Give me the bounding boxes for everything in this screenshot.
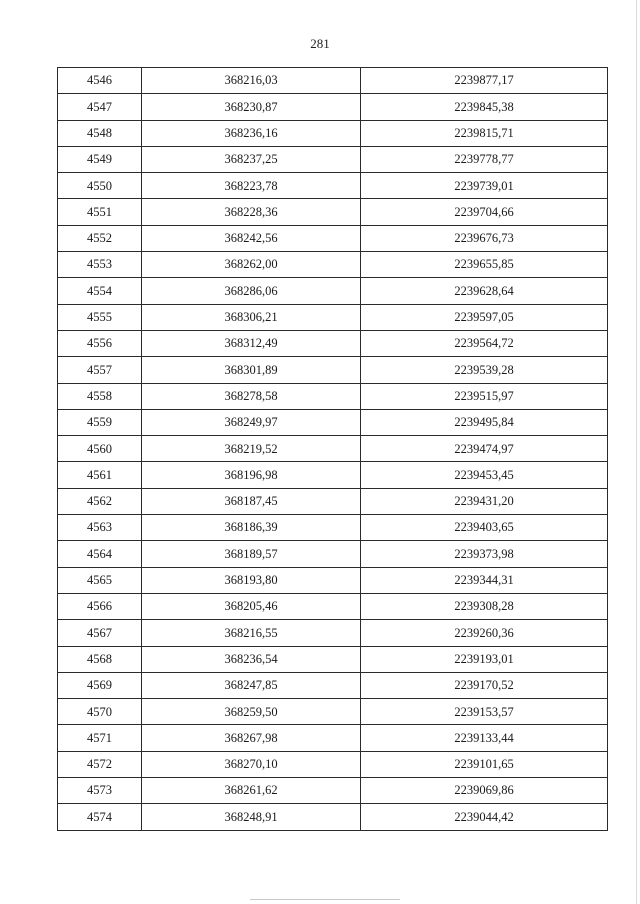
x-coordinate-cell: 368262,00 [142, 252, 361, 278]
point-number-cell: 4569 [58, 672, 142, 698]
table-row [58, 620, 608, 646]
point-number-cell: 4559 [58, 409, 142, 435]
table-row [58, 357, 608, 383]
table-row [58, 330, 608, 356]
table-row [58, 146, 608, 172]
table-row [58, 225, 608, 251]
y-coordinate-cell: 2239845,38 [361, 94, 608, 120]
x-coordinate-cell: 368230,87 [142, 94, 361, 120]
x-coordinate-cell: 368247,85 [142, 672, 361, 698]
point-number-cell: 4570 [58, 699, 142, 725]
y-coordinate-cell: 2239133,44 [361, 725, 608, 751]
y-coordinate-cell: 2239515,97 [361, 383, 608, 409]
y-coordinate-cell: 2239260,36 [361, 620, 608, 646]
point-number-cell: 4553 [58, 252, 142, 278]
table-row [58, 252, 608, 278]
y-coordinate-cell: 2239778,77 [361, 146, 608, 172]
y-coordinate-cell: 2239739,01 [361, 173, 608, 199]
point-number-cell: 4550 [58, 173, 142, 199]
table-row [58, 278, 608, 304]
point-number-cell: 4548 [58, 120, 142, 146]
table-row [58, 68, 608, 94]
y-coordinate-cell: 2239403,65 [361, 515, 608, 541]
table-row [58, 199, 608, 225]
y-coordinate-cell: 2239815,71 [361, 120, 608, 146]
point-number-cell: 4566 [58, 593, 142, 619]
point-number-cell: 4573 [58, 778, 142, 804]
table-row [58, 646, 608, 672]
x-coordinate-cell: 368242,56 [142, 225, 361, 251]
table-row [58, 593, 608, 619]
point-number-cell: 4551 [58, 199, 142, 225]
point-number-cell: 4556 [58, 330, 142, 356]
table-row [58, 436, 608, 462]
x-coordinate-cell: 368189,57 [142, 541, 361, 567]
table-row [58, 304, 608, 330]
x-coordinate-cell: 368278,58 [142, 383, 361, 409]
point-number-cell: 4571 [58, 725, 142, 751]
x-coordinate-cell: 368216,55 [142, 620, 361, 646]
page-number: 281 [310, 36, 330, 51]
y-coordinate-cell: 2239373,98 [361, 541, 608, 567]
y-coordinate-cell: 2239308,28 [361, 593, 608, 619]
y-coordinate-cell: 2239431,20 [361, 488, 608, 514]
y-coordinate-cell: 2239495,84 [361, 409, 608, 435]
table-row [58, 751, 608, 777]
table-row [58, 488, 608, 514]
y-coordinate-cell: 2239628,64 [361, 278, 608, 304]
point-number-cell: 4557 [58, 357, 142, 383]
table-row [58, 778, 608, 804]
page-edge [636, 0, 637, 904]
y-coordinate-cell: 2239655,85 [361, 252, 608, 278]
y-coordinate-cell: 2239676,73 [361, 225, 608, 251]
y-coordinate-cell: 2239597,05 [361, 304, 608, 330]
point-number-cell: 4558 [58, 383, 142, 409]
y-coordinate-cell: 2239877,17 [361, 68, 608, 94]
point-number-cell: 4555 [58, 304, 142, 330]
x-coordinate-cell: 368228,36 [142, 199, 361, 225]
table-row [58, 94, 608, 120]
x-coordinate-cell: 368236,16 [142, 120, 361, 146]
y-coordinate-cell: 2239193,01 [361, 646, 608, 672]
y-coordinate-cell: 2239539,28 [361, 357, 608, 383]
point-number-cell: 4549 [58, 146, 142, 172]
point-number-cell: 4554 [58, 278, 142, 304]
coordinates-table-body [58, 68, 608, 831]
point-number-cell: 4574 [58, 804, 142, 830]
x-coordinate-cell: 368248,91 [142, 804, 361, 830]
x-coordinate-cell: 368219,52 [142, 436, 361, 462]
point-number-cell: 4565 [58, 567, 142, 593]
table-row [58, 699, 608, 725]
x-coordinate-cell: 368187,45 [142, 488, 361, 514]
y-coordinate-cell: 2239170,52 [361, 672, 608, 698]
point-number-cell: 4562 [58, 488, 142, 514]
table-row [58, 804, 608, 830]
x-coordinate-cell: 368223,78 [142, 173, 361, 199]
point-number-cell: 4552 [58, 225, 142, 251]
x-coordinate-cell: 368186,39 [142, 515, 361, 541]
x-coordinate-cell: 368267,98 [142, 725, 361, 751]
y-coordinate-cell: 2239564,72 [361, 330, 608, 356]
x-coordinate-cell: 368261,62 [142, 778, 361, 804]
table-row [58, 120, 608, 146]
table-row [58, 462, 608, 488]
x-coordinate-cell: 368193,80 [142, 567, 361, 593]
x-coordinate-cell: 368259,50 [142, 699, 361, 725]
x-coordinate-cell: 368236,54 [142, 646, 361, 672]
point-number-cell: 4568 [58, 646, 142, 672]
x-coordinate-cell: 368270,10 [142, 751, 361, 777]
point-number-cell: 4563 [58, 515, 142, 541]
table-row [58, 541, 608, 567]
y-coordinate-cell: 2239474,97 [361, 436, 608, 462]
scan-artifact [250, 899, 400, 900]
point-number-cell: 4547 [58, 94, 142, 120]
x-coordinate-cell: 368249,97 [142, 409, 361, 435]
x-coordinate-cell: 368205,46 [142, 593, 361, 619]
y-coordinate-cell: 2239153,57 [361, 699, 608, 725]
point-number-cell: 4561 [58, 462, 142, 488]
y-coordinate-cell: 2239101,65 [361, 751, 608, 777]
point-number-cell: 4560 [58, 436, 142, 462]
point-number-cell: 4564 [58, 541, 142, 567]
x-coordinate-cell: 368306,21 [142, 304, 361, 330]
x-coordinate-cell: 368237,25 [142, 146, 361, 172]
table-row [58, 725, 608, 751]
table-row [58, 515, 608, 541]
x-coordinate-cell: 368301,89 [142, 357, 361, 383]
y-coordinate-cell: 2239704,66 [361, 199, 608, 225]
coordinates-table [57, 67, 608, 831]
x-coordinate-cell: 368312,49 [142, 330, 361, 356]
x-coordinate-cell: 368286,06 [142, 278, 361, 304]
table-row [58, 409, 608, 435]
x-coordinate-cell: 368196,98 [142, 462, 361, 488]
point-number-cell: 4572 [58, 751, 142, 777]
y-coordinate-cell: 2239044,42 [361, 804, 608, 830]
table-row [58, 672, 608, 698]
table-row [58, 567, 608, 593]
point-number-cell: 4567 [58, 620, 142, 646]
point-number-cell: 4546 [58, 68, 142, 94]
table-row [58, 383, 608, 409]
y-coordinate-cell: 2239344,31 [361, 567, 608, 593]
table-row [58, 173, 608, 199]
x-coordinate-cell: 368216,03 [142, 68, 361, 94]
y-coordinate-cell: 2239453,45 [361, 462, 608, 488]
y-coordinate-cell: 2239069,86 [361, 778, 608, 804]
